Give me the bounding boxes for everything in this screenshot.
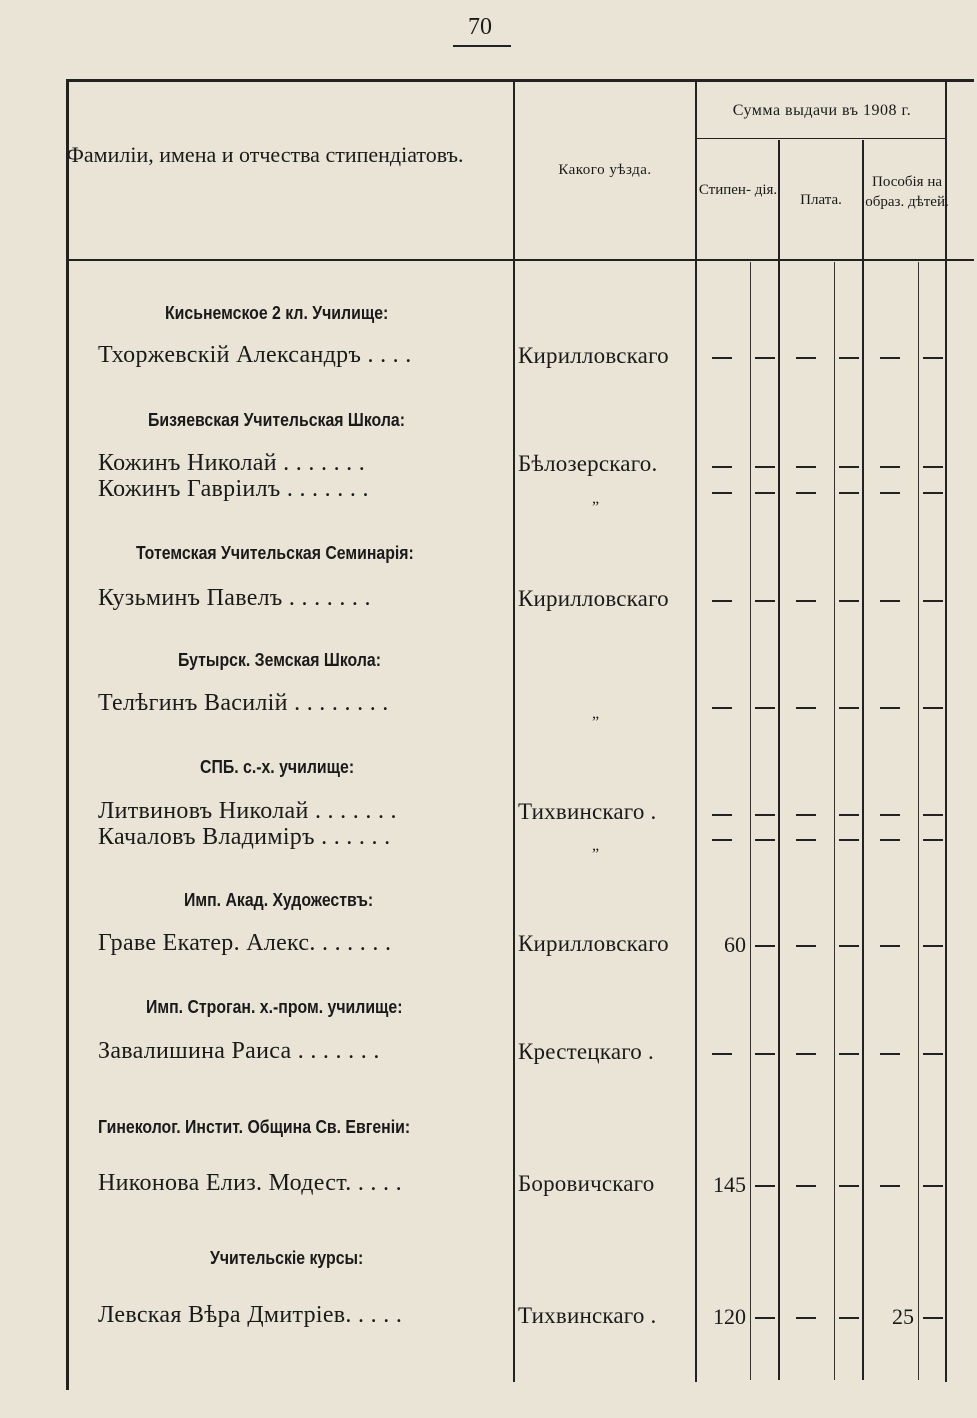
dash-mark [923, 1185, 943, 1187]
table-row-district: „ [592, 837, 600, 854]
dash-mark [755, 600, 775, 602]
dash-mark [880, 945, 900, 947]
table-row-district: Тихвинскаго . [518, 799, 657, 824]
dash-mark [755, 1053, 775, 1055]
dash-mark [839, 1185, 859, 1187]
school-heading: Гинеколог. Инстит. Община Св. Евгеніи: [98, 1117, 411, 1137]
sum-header-underline [697, 138, 945, 139]
table-row-stipend: 145 [713, 1172, 746, 1197]
dash-mark [796, 707, 816, 709]
school-heading: СПБ. с.-х. училище: [200, 757, 355, 777]
table-row-district: Крестецкаго . [518, 1039, 654, 1064]
header-district: Какого уѣзда. [558, 162, 652, 178]
dash-mark [712, 357, 732, 359]
header-stipend: Стипен- дія. [698, 182, 778, 198]
dash-mark [839, 1053, 859, 1055]
column-divider-fee [862, 140, 864, 1380]
table-row-district: Боровичскаго [518, 1171, 655, 1196]
table-row-name: Литвиновъ Николай . . . . . . . [98, 798, 397, 824]
dash-mark [755, 357, 775, 359]
dash-mark [712, 492, 732, 494]
dash-mark [755, 1317, 775, 1319]
table-row-district: Бѣлозерскаго. [518, 451, 658, 476]
dash-mark [839, 814, 859, 816]
table-row-name: Завалишина Раиса . . . . . . . [98, 1038, 380, 1064]
dash-mark [923, 357, 943, 359]
dash-mark [923, 600, 943, 602]
dash-mark [712, 466, 732, 468]
dash-mark [923, 1317, 943, 1319]
cents-divider-1 [750, 262, 751, 1380]
table-right-border [945, 82, 947, 1382]
dash-mark [755, 814, 775, 816]
dash-mark [880, 357, 900, 359]
table-row-stipend: 60 [724, 932, 746, 957]
dash-mark [796, 357, 816, 359]
school-heading: Кисьнемское 2 кл. Училище: [165, 303, 389, 323]
dash-mark [923, 814, 943, 816]
table-row-name: Телѣгинъ Василій . . . . . . . . [98, 690, 389, 716]
header-bottom-border [66, 259, 974, 261]
table-row-district: Кирилловскаго [518, 343, 669, 368]
dash-mark [796, 1185, 816, 1187]
dash-mark [796, 1053, 816, 1055]
cents-divider-2 [834, 262, 835, 1380]
dash-mark [880, 466, 900, 468]
page-number-rule [453, 45, 511, 47]
table-row-allowance: 25 [892, 1304, 914, 1329]
dash-mark [796, 466, 816, 468]
table-row-name: Граве Екатер. Алекс. . . . . . . [98, 930, 392, 956]
dash-mark [755, 707, 775, 709]
dash-mark [923, 492, 943, 494]
dash-mark [755, 466, 775, 468]
dash-mark [880, 707, 900, 709]
table-row-district: „ [592, 490, 600, 507]
dash-mark [755, 1185, 775, 1187]
dash-mark [755, 945, 775, 947]
table-row-name: Тхоржевскій Александръ . . . . [98, 342, 412, 368]
dash-mark [796, 814, 816, 816]
school-heading: Бизяевская Учительская Школа: [148, 410, 406, 430]
dash-mark [796, 1317, 816, 1319]
table-row-name: Кожинъ Гавріилъ . . . . . . . [98, 476, 369, 502]
dash-mark [755, 839, 775, 841]
dash-mark [839, 492, 859, 494]
header-allowance: Пособія на образ. дѣтей. [865, 174, 949, 211]
dash-mark [880, 814, 900, 816]
dash-mark [839, 600, 859, 602]
dash-mark [712, 814, 732, 816]
dash-mark [839, 707, 859, 709]
school-heading: Тотемская Учительская Семинарія: [136, 543, 414, 563]
column-divider-names [513, 82, 515, 1382]
dash-mark [923, 707, 943, 709]
column-divider-district [695, 82, 697, 1382]
dash-mark [839, 945, 859, 947]
dash-mark [712, 839, 732, 841]
page-number: 70 [468, 14, 492, 40]
dash-mark [712, 600, 732, 602]
dash-mark [880, 1185, 900, 1187]
dash-mark [796, 600, 816, 602]
table-top-border [66, 79, 974, 82]
dash-mark [880, 600, 900, 602]
dash-mark [712, 1053, 732, 1055]
table-row-name: Никонова Елиз. Модест. . . . . [98, 1170, 402, 1196]
dash-mark [796, 492, 816, 494]
cents-divider-3 [918, 262, 919, 1380]
dash-mark [923, 466, 943, 468]
table-left-border [66, 80, 69, 1390]
school-heading: Учительскіе курсы: [210, 1248, 364, 1268]
dash-mark [796, 945, 816, 947]
table-row-name: Кожинъ Николай . . . . . . . [98, 450, 366, 476]
table-row-district: „ [592, 705, 600, 722]
school-heading: Бутырск. Земская Школа: [178, 650, 381, 670]
school-heading: Имп. Акад. Художествъ: [184, 890, 374, 910]
table-row-district: Тихвинскаго . [518, 1303, 657, 1328]
column-divider-stipend [778, 140, 780, 1380]
dash-mark [923, 1053, 943, 1055]
dash-mark [796, 839, 816, 841]
dash-mark [712, 707, 732, 709]
dash-mark [839, 839, 859, 841]
dash-mark [839, 357, 859, 359]
dash-mark [755, 492, 775, 494]
dash-mark [880, 1053, 900, 1055]
header-fee: Плата. [800, 192, 842, 208]
header-sum: Сумма выдачи въ 1908 г. [732, 102, 912, 119]
header-names: Фамиліи, имена и отчества стипендіатовъ. [66, 142, 464, 167]
table-row-district: Кирилловскаго [518, 931, 669, 956]
table-row-name: Качаловъ Владиміръ . . . . . . [98, 824, 391, 850]
dash-mark [839, 1317, 859, 1319]
table-row-name: Левская Вѣра Дмитріев. . . . . [98, 1302, 403, 1328]
dash-mark [839, 466, 859, 468]
dash-mark [923, 839, 943, 841]
dash-mark [880, 839, 900, 841]
table-row-district: Кирилловскаго [518, 586, 669, 611]
table-row-name: Кузьминъ Павелъ . . . . . . . [98, 585, 371, 611]
table-row-stipend: 120 [713, 1304, 746, 1329]
school-heading: Имп. Строган. х.-пром. училище: [146, 997, 403, 1017]
dash-mark [923, 945, 943, 947]
dash-mark [880, 492, 900, 494]
